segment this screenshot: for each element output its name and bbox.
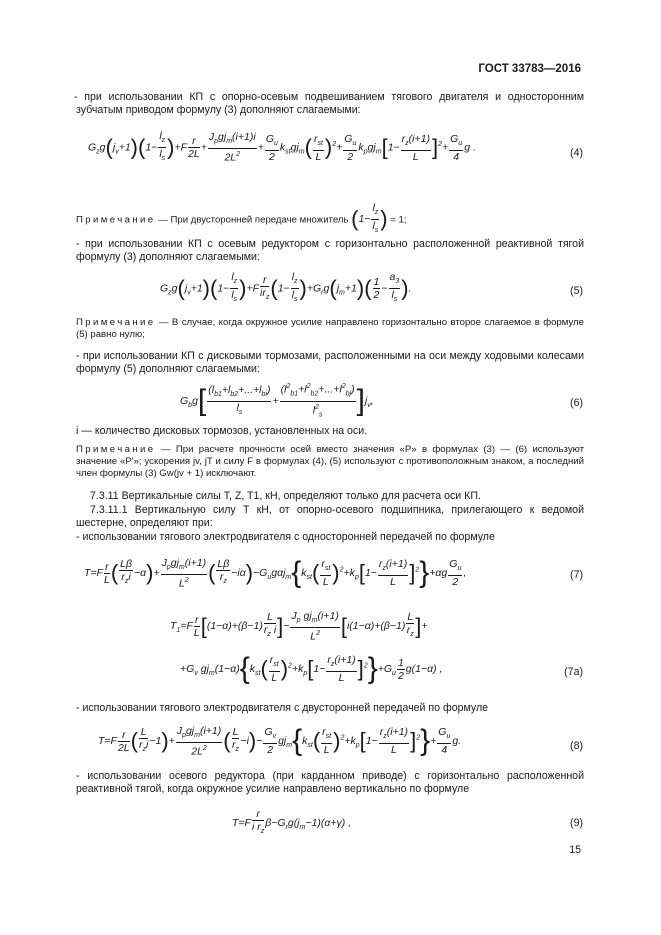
- equation-number-5: (5): [570, 285, 583, 297]
- equation-6: $G_bg$[ $(l_{b1}+l_{b2}+...+l_{bi})$ $l_s$ + $\frac{(l^2_{b1}+l^2_{b2}+...+l^2_{bj})}{l^2_s}$ ]$j_v$,: [180, 383, 374, 419]
- equation-7a-line-2: $+G_v$ $gj_т(1-\alpha)\{k_{st}$( $r_{st}$ L )$^2+k_p[1-$ $\frac{r_z(i+1)}{L}$ ]$^2\}+G_u$ $\frac{1}{2}$ g(1−α) ,: [180, 652, 443, 685]
- equation-number-8: (8): [570, 740, 583, 752]
- paragraph-disc-count: i — количество дисковых тормозов, установленных на оси.: [76, 425, 368, 437]
- equation-7a-line-1: $T_1=F$ $\frac{r}{L}$ [(1−α)+(β−1) $\frac{L}{r_z i}$ ]− $J_p$ $gj_т(i+1)$ $L^2$ [i(1−α)+(β−1) $\frac{L}{r_z}$ ]+: [170, 610, 428, 643]
- paragraph-7-3-11: 7.3.11 Вертикальные силы T, Z, T1, кН, определяют только для расчета оси КП.: [90, 490, 481, 502]
- note-3: Примечание — При расчете прочности осей вместо значения «P» в формулах (3) — (6) используют значение «P'»; ускорения jv, jT и силу F в формулах (4), (5) используют с противоположным знаком, а последний член формулы (3) Gw(jv + 1) исключают.: [76, 444, 584, 480]
- equation-number-7: (7): [570, 569, 583, 581]
- equation-7: T=F $\frac{r}{L}$ ( Lβ $r_zi$ −α)+ $J_pgj_т(i+1)$ $L^2$ ( $\frac{L\beta}{r_z}$ $-i\alpha)-G_ug\alpha j_т\{k_{st}$( $r_{st}$ L )$^2+k_p[1-$ $\frac{r_z(i+1)}{L}$ ]$^2$}+αg $\frac{G_u}{2}$ ,: [84, 556, 467, 590]
- equation-8: T=F $\frac{r}{2L}$ ( L $r_zi$ −1)+ $J_pgj_т(i+1)$ $2L^2$ ( $\frac{L}{r_z}$ −i)− $\frac{G_v}{2}$ $gj_т\{k_{st}$( $r_{st}$ L )$^2+k_p[1-$ $\frac{r_z(i+1)}{L}$ ]$^2$}+ $\frac{G_u}{4}$ g.: [98, 724, 462, 758]
- paragraph-disc-brakes: - при использовании КП с дисковыми тормозами, расположенными на оси между ходовыми колесами формулу (5) дополняют слагаемыми:: [76, 350, 584, 376]
- equation-number-4: (4): [570, 147, 583, 159]
- paragraph-one-sided-motor: - использовании тягового электродвигателя с односторонней передачей по формуле: [76, 531, 495, 543]
- equation-5: $G_zg(j_v+1)(1-$ $\frac{l_z}{l_s}$ )+F r $ir_z$ (1− $\frac{l_z}{l_s}$ )$+G_rg(j_т+1)$( $\frac{1}{2}$ − $\frac{a_3}{l_s}$ ).: [160, 271, 412, 304]
- page-header: ГОСТ 33783—2016: [478, 63, 581, 75]
- equation-number-6: (6): [570, 397, 583, 409]
- paragraph-7-3-11-1: 7.3.11.1 Вертикальную силу T кН, от опорно-осевого подшипника, прилегающего к ведомой шестерне, определяют при:: [76, 504, 584, 530]
- paragraph-axial-reducer: - при использовании КП с осевым редуктором с горизонтально расположенной реактивной тягой формулу (3) дополняют слагаемыми:: [76, 238, 584, 264]
- paragraph-one-sided-drive: - при использовании КП с опорно-осевым подвешиванием тягового двигателя и односторонним зубчатым приводом формулу (3) дополняют слагаемыми:: [74, 91, 584, 117]
- paragraph-cardan-drive: - использовании осевого редуктора (при карданном приводе) с горизонтально расположенной реактивной тягой, когда окружное усилие направлено вертикально по формуле: [76, 770, 584, 796]
- equation-9: T=F $\frac{r}{i r_z}$ $\beta-G_rg(j_т-1)(\alpha+\gamma)$ ,: [232, 808, 352, 836]
- page-number: 15: [569, 844, 581, 856]
- equation-4: $G_zg(j_v+1)(1-$ $\frac{l_z}{l_s}$ )+F $\frac{r}{2L}$ + $J_pgj_т(i+1)i$ $2L^2$ + $\frac{G_u}{2}$ $k_{st}gj_т$( $r_{st}$ L )$^2$+ $\frac{G_u}{2}$ $k_pgj_т[1-$ $\frac{r_z(i+1)}{L}$ ]$^2$+ $\frac{G_u}{4}$ g .: [88, 130, 476, 164]
- note-1: Примечание — При двусторонней передаче множитель (1− $\frac{l_z}{l_s}$ ) = 1;: [76, 202, 407, 235]
- equation-number-9: (9): [570, 817, 583, 829]
- equation-number-7a: (7а): [564, 666, 583, 678]
- note-2: Примечание — В случае, когда окружное усилие направлено горизонтально второе слагаемое в формуле (5) равно нулю;: [76, 317, 584, 341]
- paragraph-two-sided-motor: - использовании тягового электродвигателя с двусторонней передачей по формуле: [76, 702, 489, 714]
